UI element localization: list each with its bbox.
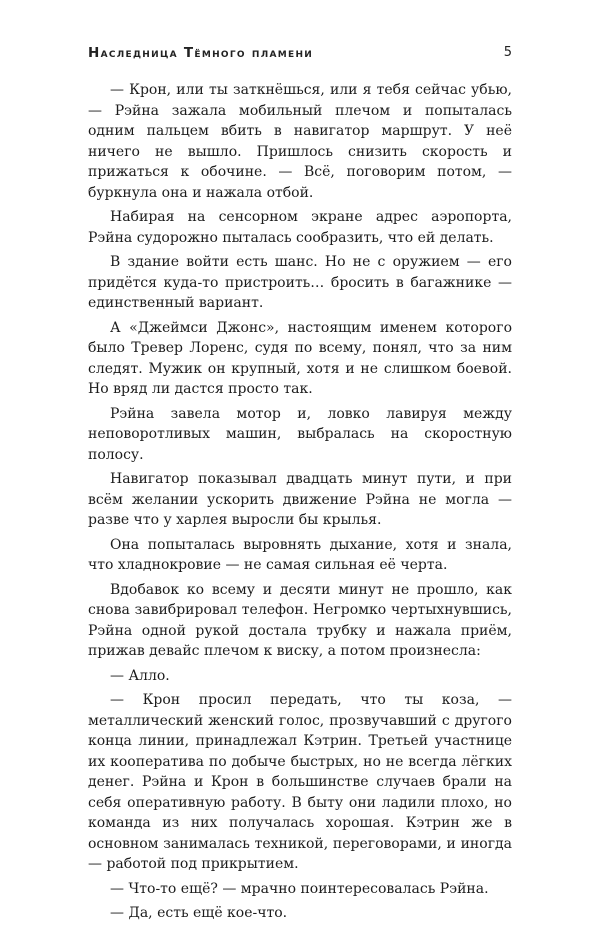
paragraph: — Да, есть ещё кое-что. [110, 905, 288, 921]
paragraph: — Крон, или ты заткнёшься, или я тебя сейчас убью, — Рэйна зажала мобильный плечом и попыталась одним пальцем вбить в навигатор маршрут. У неё ничего не вышло. Пришлось снизить скорость и прижаться к обочине. — Всё, поговорим потом, — буркнула она и нажала отбой. [88, 82, 512, 201]
paragraph: — Что-то ещё? — мрачно поинтересовалась Рэйна. [110, 880, 489, 897]
paragraph: Она попыталась выровнять дыхание, хотя и знала, что хладнокровие — не самая сильная её черта. [88, 536, 512, 573]
paragraph: В здание войти есть шанс. Но не с оружием — его придётся куда-то пристроить… бросить в багажнике — единственный вариант. [88, 254, 512, 311]
paragraph: Навигатор показывал двадцать минут пути, и при всём желании ускорить движение Рэйна не могла — разве что у харлея выросли бы крылья. [88, 471, 512, 528]
page-body [88, 80, 512, 928]
running-title: Наследница Тёмного пламени [88, 45, 314, 61]
paragraph: — Алло. [110, 667, 170, 684]
paragraph: Рэйна завела мотор и, ловко лавируя между неповоротливых машин, выбралась на скоростную полосу. [88, 405, 512, 463]
paragraph: А «Джеймси Джонс», настоящим именем которого было Тревер Лоренс, судя по всему, понял, что за ним следят. Мужик он крупный, хотя и не слишком боевой. Но вряд ли дастся просто так. [88, 319, 512, 397]
running-header [88, 45, 512, 69]
paragraph: Набирая на сенсорном экране адрес аэропорта, Рэйна судорожно пыталась сообразить, что ей делать. [88, 209, 512, 246]
page-number: 5 [503, 45, 512, 60]
paragraph: Вдобавок ко всему и десяти минут не прошло, как снова завибрировал телефон. Негромко чертыхнувшись, Рэйна одной рукой достала трубку и нажала приём, прижав девайс плечом к виску, а потом произнесла: [88, 581, 512, 659]
paragraph: — Крон просил передать, что ты коза, — металлический женский голос, прозвучавший с другого конца линии, принадлежал Кэтрин. Третьей участнице их кооператива по добыче быстрых, но не всегда лёгких денег. Рэйна и Крон в большинстве случаев брали на себя оперативную работу. В быту они ладили плохо, но команда из них получалась хорошая. Кэтрин же в основном занималась техникой, переговорами, и иногда — работой под прикрытием. [88, 692, 512, 872]
